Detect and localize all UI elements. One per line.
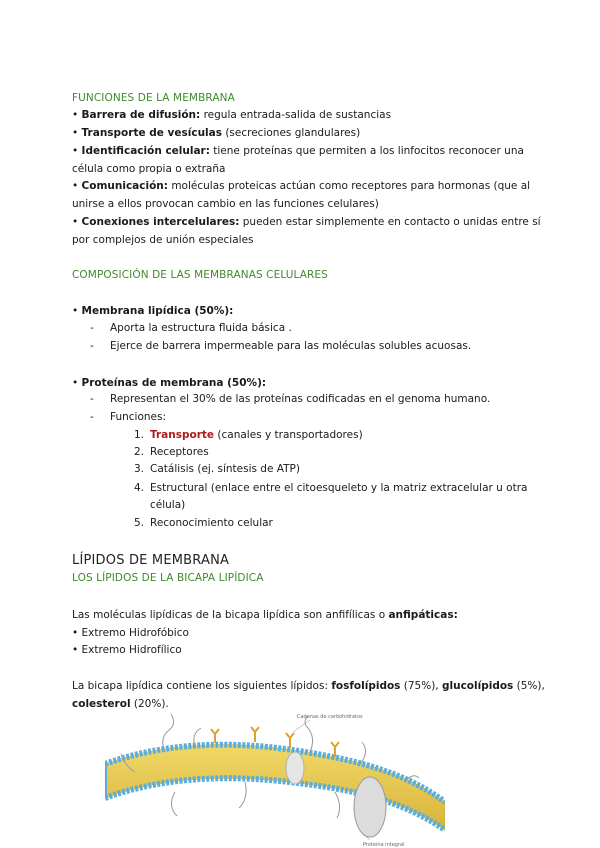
lipid-bilayer-figure	[105, 712, 445, 848]
section-title-funciones: FUNCIONES DE LA MEMBRANA	[72, 92, 235, 104]
lipid-point: - Aporta la estructura fluida básica .	[90, 322, 292, 334]
list-item: • Barrera de difusión: regula entrada-salida de sustancias	[72, 109, 392, 121]
list-item: • Comunicación: moléculas proteicas actúan como receptores para hormonas (que al	[72, 180, 531, 192]
function-item: 4. Estructural (enlace entre el citoesqueleto y la matriz extracelular u otra	[133, 482, 528, 494]
list-item: • Conexiones intercelulares: pueden estar simplemente en contacto o unidas entre sí	[72, 216, 541, 228]
list-item: • Identificación celular: tiene proteínas que permiten a los linfocitos reconocer una	[72, 145, 524, 157]
section-title-composicion: COMPOSICIÓN DE LAS MEMBRANAS CELULARES	[72, 269, 328, 281]
list-item: • Transporte de vesículas (secreciones glandulares)	[72, 127, 361, 139]
function-item: 5. Reconocimiento celular	[133, 517, 273, 529]
protein-point: - Funciones:	[90, 411, 167, 423]
list-item-continuation: célula como propia o extraña	[72, 163, 226, 175]
function-item: 3. Catálisis (ej. síntesis de ATP)	[133, 463, 300, 475]
integral-protein	[354, 777, 386, 837]
protein-heading: • Proteínas de membrana (50%):	[72, 377, 267, 389]
figure-label-bottom: Proteína integral	[363, 842, 405, 848]
lipid-point: - Ejerce de barrera impermeable para las moléculas solubles acuosas.	[90, 340, 472, 352]
composition-paragraph-cont: colesterol (20%).	[72, 698, 169, 710]
composition-paragraph: La bicapa lipídica contiene los siguientes lípidos: fosfolípidos (75%), glucolípidos (5%),	[72, 680, 545, 692]
list-item-continuation: por complejos de unión especiales	[72, 234, 254, 246]
function-item-continuation: célula)	[150, 499, 186, 511]
figure-label-top: Cadenas de carbohidratos	[297, 714, 363, 720]
list-item: • Extremo Hidrofílico	[72, 644, 182, 656]
intro-paragraph: Las moléculas lipídicas de la bicapa lipídica son anfifílicas o anfipáticas:	[72, 609, 458, 621]
list-item-continuation: unirse a ellos provocan cambio en las funciones celulares)	[72, 198, 379, 210]
section-title-lipidos: LÍPIDOS DE MEMBRANA	[72, 553, 230, 568]
lipid-heading: • Membrana lipídica (50%):	[72, 305, 234, 317]
section-subtitle-bicapa: LOS LÍPIDOS DE LA BICAPA LIPÍDICA	[72, 572, 264, 584]
protein-point: - Representan el 30% de las proteínas codificadas en el genoma humano.	[90, 393, 491, 405]
list-item: • Extremo Hidrofóbico	[72, 627, 189, 639]
function-item: 2. Receptores	[133, 446, 209, 458]
function-item: 1. Transporte (canales y transportadores)	[133, 429, 363, 441]
